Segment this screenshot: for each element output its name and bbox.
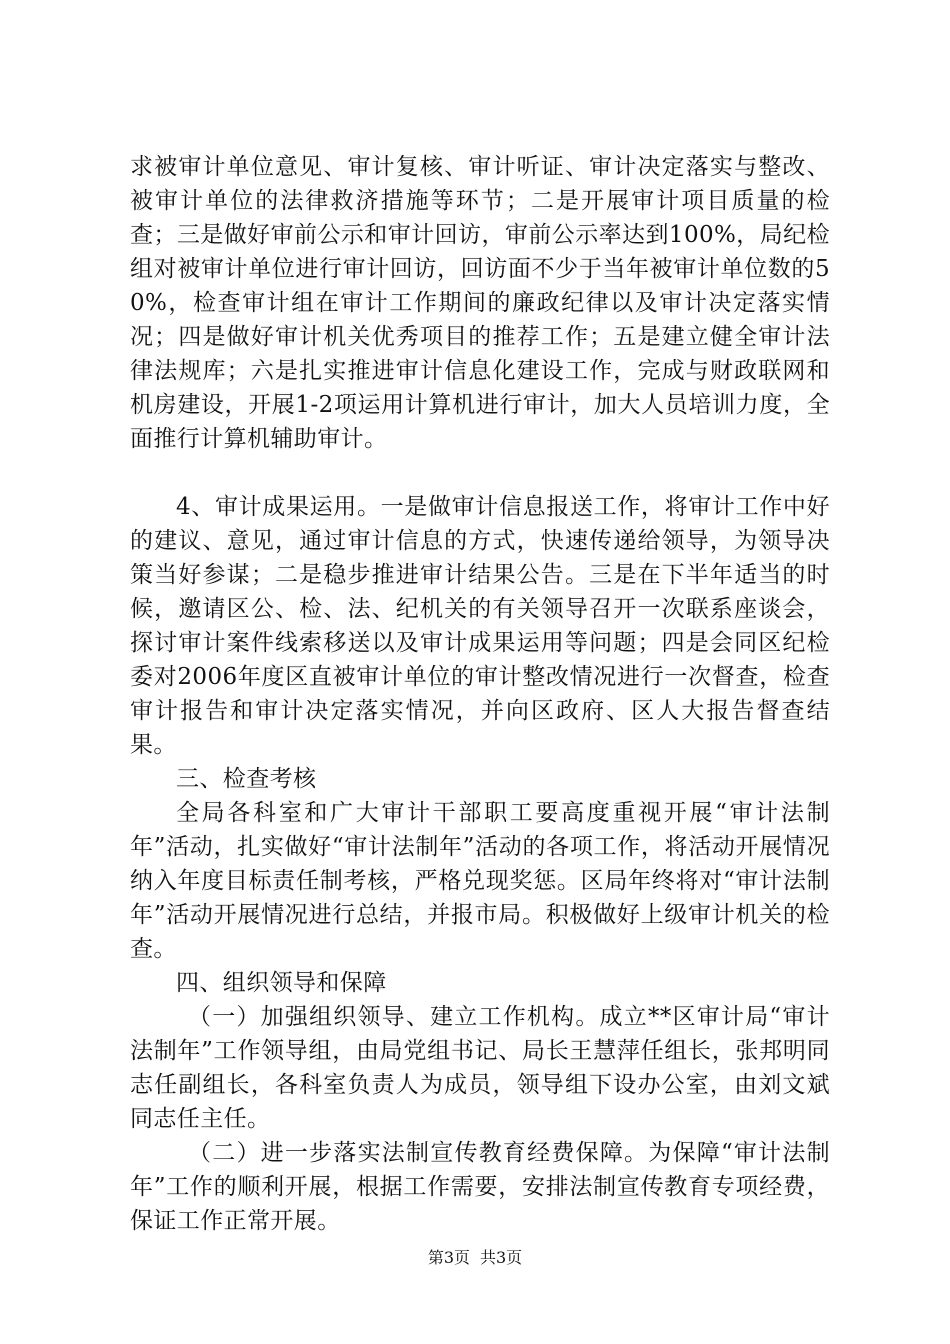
paragraph-gap	[130, 456, 830, 490]
paragraph-audit-quality: 求被审计单位意见、审计复核、审计听证、审计决定落实与整改、被审计单位的法律救济措施等环节；二是开展审计项目质量的检查；三是做好审前公示和审计回访，审前公示率达到100%，局纪检组对被审计单位进行审计回访，回访面不少于当年被审计单位数的50%，检查审计组在审计工作期间的廉政纪律以及审计决定落实情况；四是做好审计机关优秀项目的推荐工作；五是建立健全审计法律法规库；六是扎实推进审计信息化建设工作，完成与财政联网和机房建设，开展1-2项运用计算机进行审计，加大人员培训力度，全面推行计算机辅助审计。	[130, 154, 830, 452]
paragraph-inspection: 全局各科室和广大审计干部职工要高度重视开展“审计法制年”活动，扎实做好“审计法制年”活动的各项工作，将活动开展情况纳入年度目标责任制考核，严格兑现奖惩。区局年终将对“审计法制年”活动开展情况进行总结，并报市局。积极做好上级审计机关的检查。	[130, 800, 830, 962]
page-total: 共3页	[480, 1248, 523, 1267]
page-number: 第3页	[427, 1248, 470, 1267]
paragraph-audit-results: 4、审计成果运用。一是做审计信息报送工作，将审计工作中好的建议、意见，通过审计信息的方式，快速传递给领导，为领导决策当好参谋；二是稳步推进审计结果公告。三是在下半年适当的时候，邀请区公、检、法、纪机关的有关领导召开一次联系座谈会，探讨审计案件线索移送以及审计成果运用等问题；四是会同区纪检委对2006年度区直被审计单位的审计整改情况进行一次督查，检查审计报告和审计决定落实情况，并向区政府、区人大报告督查结果。	[130, 494, 830, 758]
document-body	[130, 150, 830, 1238]
paragraph-leadership-group: （一）加强组织领导、建立工作机构。成立**区审计局“审计法制年”工作领导组，由局党组书记、局长王慧萍任组长，张邦明同志任副组长，各科室负责人为成员，领导组下设办公室，由刘文斌同志任主任。	[130, 1004, 830, 1132]
section-heading-inspection: 三、检查考核	[176, 766, 317, 792]
page-footer	[0, 1248, 950, 1268]
section-heading-leadership: 四、组织领导和保障	[176, 970, 387, 996]
paragraph-funding: （二）进一步落实法制宣传教育经费保障。为保障“审计法制年”工作的顺利开展，根据工作需要，安排法制宣传教育专项经费，保证工作正常开展。	[130, 1140, 830, 1234]
